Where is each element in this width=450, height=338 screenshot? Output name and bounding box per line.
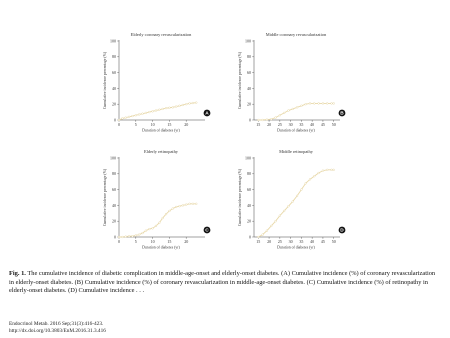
x-axis-label: Duration of diabetes (yr) [142, 128, 180, 133]
y-tick-label: 20 [112, 218, 116, 224]
data-point [155, 225, 157, 227]
y-axis-label: Cumulative incidence percentage (%) [238, 168, 242, 227]
x-tick-label: 10 [150, 122, 155, 127]
data-point [309, 178, 311, 180]
chart-panel-c [103, 149, 210, 250]
data-point [283, 210, 285, 212]
data-point [158, 222, 160, 224]
y-tick-label: 100 [110, 38, 116, 44]
citation [9, 321, 309, 335]
data-point [305, 103, 307, 105]
y-tick-label: 20 [247, 101, 251, 107]
panel-title: Middle retinopathy [279, 149, 313, 154]
chart-panel-d [238, 149, 345, 250]
data-point [192, 102, 194, 104]
data-point [288, 205, 290, 207]
x-tick-label: 50 [331, 239, 336, 244]
data-point [296, 195, 298, 197]
data-point [128, 116, 130, 118]
x-tick-label: 25 [277, 122, 282, 127]
y-tick-label: 60 [247, 187, 251, 192]
panel-title: Elderly coronary revascularization [130, 32, 192, 37]
data-point [296, 106, 298, 108]
data-point [145, 112, 147, 114]
y-tick-label: 100 [110, 155, 116, 161]
data-point [309, 103, 311, 105]
x-tick-label: 10 [150, 239, 155, 244]
y-tick-label: 0 [114, 234, 116, 240]
data-point [152, 110, 154, 112]
x-axis-label: Duration of diabetes (yr) [142, 245, 180, 250]
data-point [125, 117, 127, 119]
y-tick-label: 0 [114, 117, 116, 123]
data-point [189, 103, 191, 105]
data-point [275, 220, 277, 222]
data-point [185, 204, 187, 206]
data-point [257, 119, 259, 121]
data-point [318, 103, 320, 105]
data-point [135, 114, 137, 116]
data-point [300, 189, 302, 191]
y-tick-label: 60 [112, 70, 116, 75]
caption-label: Fig. 1. [9, 270, 26, 277]
data-point [148, 228, 150, 230]
x-tick-label: 0 [118, 239, 120, 244]
data-point [155, 110, 157, 112]
data-point [182, 205, 184, 207]
data-point [172, 106, 174, 108]
figure-caption [9, 270, 441, 296]
x-axis-label: Duration of diabetes (yr) [277, 128, 315, 133]
data-point [175, 106, 177, 108]
data-point [132, 115, 134, 117]
data-point [125, 236, 127, 238]
data-point [270, 225, 272, 227]
data-point [165, 213, 167, 215]
data-point [189, 203, 191, 205]
y-tick-label: 100 [245, 155, 251, 161]
data-point [283, 112, 285, 114]
x-tick-label: 15 [167, 122, 172, 127]
data-point [175, 206, 177, 208]
data-point [121, 118, 123, 120]
citation-journal: Endocrinol Metab. 2016 Sep;31(3):416-423. [9, 321, 104, 327]
x-tick-label: 20 [267, 239, 272, 244]
x-tick-label: 30 [288, 239, 293, 244]
x-tick-label: 20 [267, 122, 272, 127]
y-tick-label: 0 [249, 234, 251, 240]
data-point [145, 230, 147, 232]
data-point [135, 235, 137, 237]
data-point [162, 108, 164, 110]
data-point [266, 119, 268, 121]
x-tick-label: 40 [310, 122, 315, 127]
data-point [326, 103, 328, 105]
x-tick-label: 45 [320, 122, 325, 127]
y-tick-label: 40 [247, 202, 251, 208]
data-point [162, 217, 164, 219]
data-point [305, 182, 307, 184]
data-point [165, 107, 167, 109]
x-tick-label: 35 [299, 122, 304, 127]
x-tick-label: 35 [299, 239, 304, 244]
series-line [119, 204, 196, 237]
data-point [322, 103, 324, 105]
data-point [331, 103, 333, 105]
data-point [279, 215, 281, 217]
data-point [257, 236, 259, 238]
y-tick-label: 20 [247, 218, 251, 224]
data-point [262, 119, 264, 121]
data-point [118, 119, 120, 121]
panel-title: Middle coronary revascularization [265, 32, 327, 37]
y-tick-label: 80 [112, 171, 116, 177]
x-tick-label: 15 [256, 239, 261, 244]
data-point [275, 117, 277, 119]
x-tick-label: 5 [134, 122, 137, 127]
data-point [158, 109, 160, 111]
caption-text: The cumulative incidence of diabetic complication in middle-age-onset and elderly-onset diabetes. (A) Cumulative incidence (%) of coronary revascularization in elderly-onset diabetes. (B) Cumulative incidence (%) of coronary revascularization in middle-age-onset diabetes. (C) Cumulative incidence (%) of retinopathy in elderly-onset diabetes. (D) Cumulative incidence . . . [9, 270, 436, 295]
data-point [142, 232, 144, 234]
x-tick-label: 40 [310, 239, 315, 244]
chart-panel-a [103, 32, 210, 133]
panel-title: Elderly retinopathy [143, 149, 179, 154]
data-point [142, 113, 144, 115]
x-tick-label: 20 [184, 122, 189, 127]
data-point [322, 170, 324, 172]
y-axis-label: Cumulative incidence percentage (%) [238, 51, 242, 110]
y-tick-label: 60 [247, 70, 251, 75]
data-point [300, 105, 302, 107]
series-line [258, 103, 333, 120]
data-point [169, 107, 171, 109]
data-point [148, 111, 150, 113]
data-point [128, 235, 130, 237]
panel-letter: C [205, 228, 209, 234]
panel-letter: D [340, 228, 344, 234]
data-point [138, 114, 140, 116]
x-tick-label: 0 [118, 122, 120, 127]
data-point [313, 103, 315, 105]
data-point [179, 205, 181, 207]
x-axis-label: Duration of diabetes (yr) [277, 245, 315, 250]
data-point [121, 236, 123, 238]
data-point [292, 108, 294, 110]
chart-panel-b [238, 32, 345, 133]
x-tick-label: 25 [277, 239, 282, 244]
data-point [195, 102, 197, 104]
data-point [331, 169, 333, 171]
y-tick-label: 40 [112, 202, 116, 208]
panel-letter: A [205, 111, 209, 117]
data-point [132, 235, 134, 237]
data-point [326, 169, 328, 171]
y-tick-label: 20 [112, 101, 116, 107]
data-point [333, 103, 335, 105]
x-tick-label: 15 [256, 122, 261, 127]
y-tick-label: 80 [247, 54, 251, 60]
y-tick-label: 100 [245, 38, 251, 44]
data-point [185, 103, 187, 105]
data-point [313, 175, 315, 177]
data-point [138, 234, 140, 236]
y-tick-label: 80 [112, 54, 116, 60]
data-point [262, 234, 264, 236]
data-point [333, 169, 335, 171]
data-point [270, 118, 272, 120]
y-tick-label: 0 [249, 117, 251, 123]
data-point [169, 210, 171, 212]
data-point [292, 201, 294, 203]
data-point [179, 105, 181, 107]
series-line [258, 170, 333, 237]
y-tick-label: 60 [112, 187, 116, 192]
y-axis-label: Cumulative incidence percentage (%) [103, 168, 107, 227]
y-axis-label: Cumulative incidence percentage (%) [103, 51, 107, 110]
data-point [318, 172, 320, 174]
y-tick-label: 40 [112, 85, 116, 91]
x-tick-label: 30 [288, 122, 293, 127]
panel-letter: B [340, 111, 344, 117]
data-point [172, 208, 174, 210]
data-point [182, 104, 184, 106]
series-line [119, 103, 196, 120]
x-tick-label: 50 [331, 122, 336, 127]
data-point [288, 110, 290, 112]
y-tick-label: 40 [247, 85, 251, 91]
x-tick-label: 45 [320, 239, 325, 244]
data-point [266, 230, 268, 232]
x-tick-label: 15 [167, 239, 172, 244]
data-point [118, 236, 120, 238]
x-tick-label: 5 [134, 239, 137, 244]
data-point [192, 203, 194, 205]
data-point [152, 227, 154, 229]
citation-doi[interactable]: http://dx.doi.org/10.3803/EnM.2016.31.3.416 [9, 327, 106, 334]
data-point [195, 203, 197, 205]
data-point [279, 114, 281, 116]
x-tick-label: 20 [184, 239, 189, 244]
y-tick-label: 80 [247, 171, 251, 177]
